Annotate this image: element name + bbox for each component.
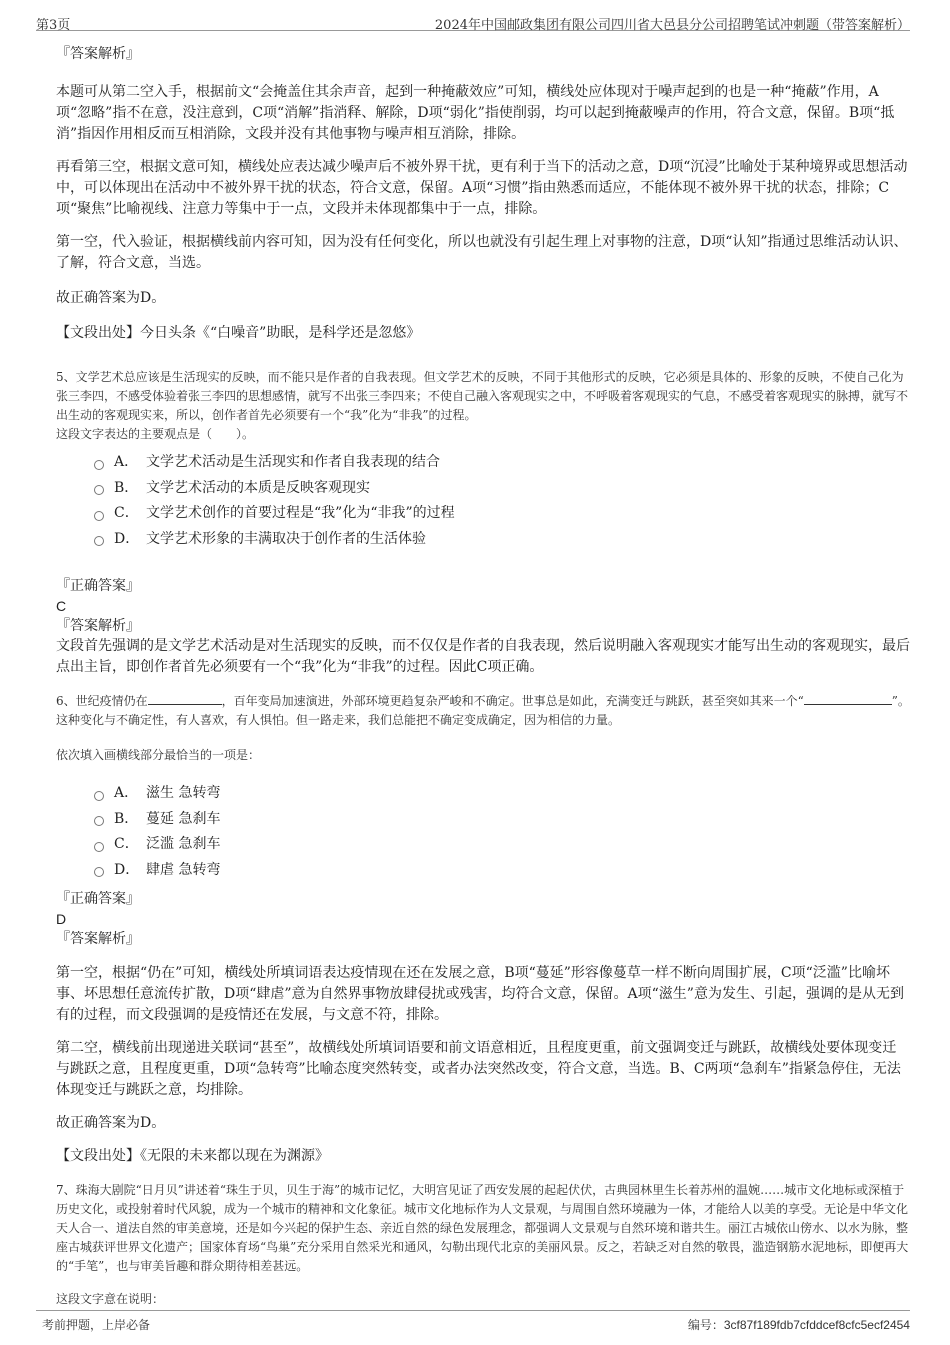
radio-icon[interactable] xyxy=(94,842,104,852)
fill-blank-2 xyxy=(804,692,892,705)
answer-conclusion: 故正确答案为D。 xyxy=(56,1115,166,1131)
option-text: 文学艺术创作的首要过程是“我”化为“非我”的过程 xyxy=(146,505,455,521)
analysis-paragraph: 第一空，根据“仍在”可知，横线处所填词语表达疫情现在还在发展之意，B项“蔓延”形容像蔓草一样不断向周围扩展，C项“泛滥”比喻坏事、坏思想任意流传扩散，D项“肆虐”意为自然界事物放肆侵扰或残害，均符合文意，保留。A项“滋生”意为发生、引起，强调的是从无到有的过程，而文段强调的是疫情还在发展，与文意不符，排除。 xyxy=(56,965,904,1023)
analysis-label: 『答案解析』 xyxy=(56,46,140,62)
question-5 xyxy=(56,368,910,678)
option-b[interactable] xyxy=(94,476,910,502)
correct-answer: C xyxy=(56,598,67,614)
document-title: 2024年中国邮政集团有限公司四川省大邑县分公司招聘笔试冲刺题（带答案解析） xyxy=(434,18,910,33)
question-6 xyxy=(56,692,910,1167)
option-b[interactable] xyxy=(94,807,910,833)
radio-icon[interactable] xyxy=(94,867,104,877)
option-text: 蔓延 急刹车 xyxy=(146,810,221,827)
stem-text: ”。这种变化与不确定性，有人喜欢，有人惧怕。但一路走来，我们总能把不确定变成确定，因为相信的力量。 xyxy=(56,694,910,727)
radio-icon[interactable] xyxy=(94,511,104,521)
option-letter: A． xyxy=(114,454,139,470)
radio-icon[interactable] xyxy=(94,485,104,495)
question-stem xyxy=(56,692,910,730)
option-a[interactable] xyxy=(94,781,910,807)
option-text: 文学艺术活动的本质是反映客观现实 xyxy=(146,479,370,496)
analysis-paragraph: 文段首先强调的是文学艺术活动是对生活现实的反映，而不仅仅是作者的自我表现，然后说明融入客观现实才能写出生动的客观现实，最后点出主旨，即创作者首先必须要有一个“我”化为“非我”的过程。因此C项正确。 xyxy=(56,638,910,675)
option-letter: D． xyxy=(114,861,140,878)
option-d[interactable] xyxy=(94,527,910,553)
stem-text: ，百年变局加速演进，外部环境更趋复杂严峻和不确定。世事总是如此，充满变迁与跳跃，甚至突如其来一个“ xyxy=(221,694,804,708)
option-letter: C． xyxy=(114,505,139,521)
answer-conclusion: 故正确答案为D。 xyxy=(56,290,166,306)
option-c[interactable] xyxy=(94,501,910,527)
radio-icon[interactable] xyxy=(94,536,104,546)
correct-answer-label: 『正确答案』 xyxy=(56,578,140,594)
analysis-label: 『答案解析』 xyxy=(56,618,140,634)
page-footer xyxy=(36,1310,910,1335)
question-stem: 5、文学艺术总应该是生活现实的反映，而不能只是作者的自我表现。但文学艺术的反映，不同于其他形式的反映，它必须是具体的、形象的反映，不使自己化为张三李四，不感受体验着张三李四的思想感情，就写不出张三李四来；不使自己融入客观现实之中，不呼吸着客观现实的气息，不感受着客观现实的脉搏，就写不出生动的客观现实来，所以，创作者首先必须要有一个“我”化为“非我”的过程。 xyxy=(56,370,909,422)
analysis-label: 『答案解析』 xyxy=(56,931,140,947)
footer-slogan: 考前押题，上岸必备 xyxy=(42,1318,151,1332)
correct-answer: D xyxy=(56,911,67,927)
passage-source: 【文段出处】《无限的未来都以现在为渊源》 xyxy=(56,1148,329,1164)
fill-blank-1 xyxy=(148,692,222,705)
passage-source: 【文段出处】今日头条《“白噪音”助眠，是科学还是忽悠》 xyxy=(56,325,421,341)
option-list xyxy=(94,781,910,883)
question-stem: 7、珠海大剧院“日月贝”讲述着“珠生于贝，贝生于海”的城市记忆，大明宫见证了西安发展的起起伏伏，古典园林里生长着苏州的温婉……城市文化地标或深植于历史文化，或投射着时代风貌，成为一个城市的精神和文化象征。城市文化地标作为人文景观，与周围自然环境融为一体，才能给人以美的享受。无论是中华文化天人合一、道法自然的审美意境，还是如今兴起的保护生态、亲近自然的绿色发展理念，都强调人文景观与自然环境和谐共生。丽江古城依山傍水、以水为脉，整座古城获评世界文化遗产；国家体育场“鸟巢”充分采用自然采光和通风，勾勒出现代北京的美丽风景。反之，若缺乏对自然的敬畏，滥造钢筋水泥地标，即便再大的“手笔”，也与审美旨趣和群众期待相差甚远。 xyxy=(56,1183,909,1273)
page-header xyxy=(36,10,910,31)
stem-text: 6、世纪疫情仍在 xyxy=(56,694,148,708)
radio-icon[interactable] xyxy=(94,791,104,801)
analysis-paragraph: 第二空，横线前出现递进关联词“甚至”，故横线处所填词语要和前文语意相近，且程度更重，前文强调变迁与跳跃，故横线处要体现变迁与跳跃之意，且程度更重，D项“急转弯”比喻态度突然转变，或者办法突然改变，符合文意，当选。B、C两项“急刹车”指紧急停住，无法体现变迁与跳跃之意，均排除。 xyxy=(56,1040,901,1098)
option-letter: B． xyxy=(114,479,139,496)
option-letter: C． xyxy=(114,836,139,852)
option-a[interactable] xyxy=(94,450,910,476)
option-text: 滋生 急转弯 xyxy=(146,785,221,801)
page-content xyxy=(56,40,910,1309)
analysis-paragraph: 再看第三空，根据文意可知，横线处应表达减少噪声后不被外界干扰，更有利于当下的活动之意，D项“沉浸”比喻处于某种境界或思想活动中，可以体现出在活动中不被外界干扰的状态，符合文意，保留。A项“习惯”指由熟悉而适应，不能体现不被外界干扰的状态，排除；C项“聚焦”比喻视线、注意力等集中于一点，文段并未体现都集中于一点，排除。 xyxy=(56,159,908,217)
document-id: 编号：3cf87f189fdb7cfddcef8cfc5ecf2454 xyxy=(687,1318,910,1332)
analysis-paragraph: 第一空，代入验证，根据横线前内容可知，因为没有任何变化，所以也就没有引起生理上对事物的注意，D项“认知”指通过思维活动认识、了解，符合文意，当选。 xyxy=(56,234,908,271)
question-prompt: 这段文字意在说明： xyxy=(56,1292,165,1306)
option-c[interactable] xyxy=(94,832,910,858)
page-number: 第3页 xyxy=(36,18,71,33)
analysis-paragraph: 本题可从第二空入手，根据前文“会掩盖住其余声音，起到一种掩蔽效应”可知，横线处应体现对于噪声起到的也是一种“掩蔽”作用，A项“忽略”指不在意，没注意到，C项“消解”指消释、解除，D项“弱化”指使削弱，均可以起到掩蔽噪声的作用，符合文意，保留。B项“抵消”指因作用相反而互相消除，文段并没有其他事物与噪声相互消除，排除。 xyxy=(56,84,895,142)
question-4-analysis xyxy=(56,44,910,344)
option-text: 泛滥 急刹车 xyxy=(146,836,221,852)
option-text: 文学艺术活动是生活现实和作者自我表现的结合 xyxy=(146,454,440,470)
option-text: 文学艺术形象的丰满取决于创作者的生活体验 xyxy=(146,530,426,547)
option-text: 肆虐 急转弯 xyxy=(146,861,221,878)
question-7 xyxy=(56,1181,910,1309)
option-d[interactable] xyxy=(94,858,910,884)
option-letter: D． xyxy=(114,530,140,547)
option-letter: A． xyxy=(114,785,139,801)
question-prompt: 这段文字表达的主要观点是（ ）。 xyxy=(56,427,255,441)
radio-icon[interactable] xyxy=(94,816,104,826)
question-prompt: 依次填入画横线部分最恰当的一项是： xyxy=(56,748,261,762)
option-letter: B． xyxy=(114,810,139,827)
radio-icon[interactable] xyxy=(94,460,104,470)
correct-answer-label: 『正确答案』 xyxy=(56,891,140,907)
option-list xyxy=(94,450,910,552)
